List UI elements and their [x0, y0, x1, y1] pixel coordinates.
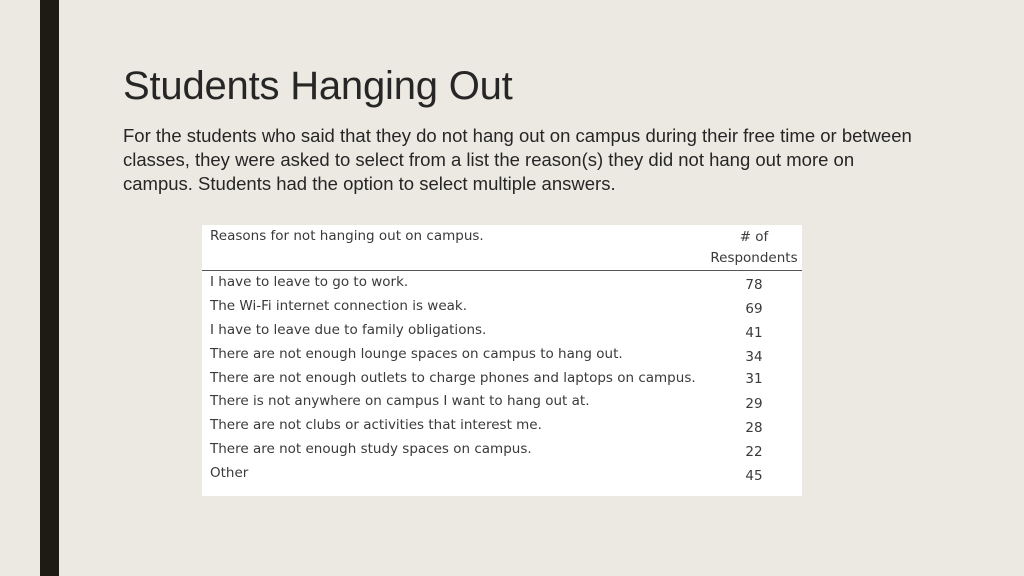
- reasons-table: [202, 225, 802, 496]
- header-respondents: [706, 225, 802, 271]
- row-reason: I have to leave to go to work.: [210, 274, 409, 290]
- table-row: [202, 343, 802, 367]
- row-count: 69: [745, 301, 763, 317]
- header-respondents-line1: # of: [739, 229, 769, 245]
- row-reason: Other: [210, 465, 249, 481]
- row-reason: There are not enough study spaces on campus.: [210, 441, 532, 457]
- table-row: [202, 367, 802, 390]
- header-reason: Reasons for not hanging out on campus.: [210, 228, 484, 244]
- accent-bar: [40, 0, 59, 576]
- header-respondents-line2: Respondents: [710, 250, 798, 266]
- table-row: [202, 462, 802, 486]
- row-count: 31: [745, 370, 763, 387]
- row-reason: There are not clubs or activities that interest me.: [210, 417, 542, 433]
- row-count: 22: [745, 444, 763, 460]
- slide-title: Students Hanging Out: [123, 64, 513, 108]
- row-count: 45: [745, 468, 763, 484]
- row-reason: The Wi-Fi internet connection is weak.: [210, 298, 468, 314]
- row-count: 34: [745, 349, 763, 365]
- row-count: 29: [745, 396, 763, 412]
- row-count: 78: [745, 277, 763, 293]
- table-row: [202, 271, 802, 296]
- row-count: 28: [745, 420, 763, 436]
- table-header-row: [202, 225, 802, 271]
- row-reason: There are not enough lounge spaces on campus to hang out.: [210, 346, 623, 362]
- slide-subtitle: For the students who said that they do not hang out on campus during their free time or between classes, they were asked to select from a list the reason(s) they did not hang out more on campus. Students had the option to select multiple answers.: [123, 125, 912, 194]
- table-row: [202, 438, 802, 462]
- row-reason: There are not enough outlets to charge phones and laptops on campus.: [210, 370, 696, 386]
- table-row: [202, 319, 802, 343]
- table-row: [202, 295, 802, 319]
- row-reason: There is not anywhere on campus I want to hang out at.: [210, 393, 590, 409]
- row-reason: I have to leave due to family obligations.: [210, 322, 487, 338]
- table-row: [202, 390, 802, 414]
- row-count: 41: [745, 325, 763, 341]
- table-row: [202, 414, 802, 438]
